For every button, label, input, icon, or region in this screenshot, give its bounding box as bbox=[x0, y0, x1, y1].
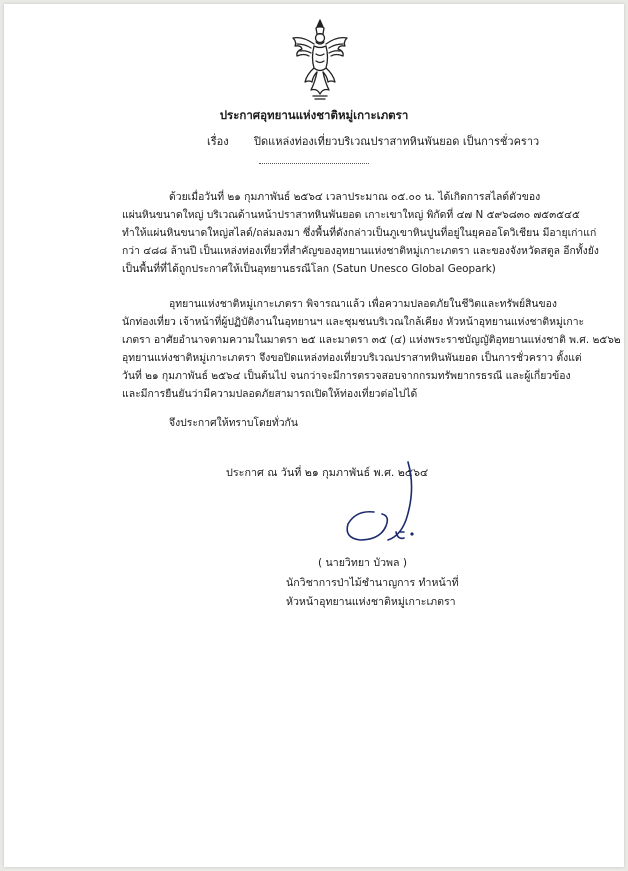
paragraph2-line: เภตรา อาศัยอำนาจตามความในมาตรา ๒๕ และมาตรา ๓๕ (๔) แห่งพระราชบัญญัติอุทยานแห่งชาติ พ.ศ. ๒๕๖๒ bbox=[122, 334, 621, 346]
paragraph1-line: เป็นพื้นที่ที่ได้ถูกประกาศให้เป็นอุทยานธรณีโลก (Satun Unesco Global Geopark) bbox=[122, 263, 496, 275]
handwritten-signature bbox=[334, 460, 444, 550]
paragraph1-line: กว่า ๔๘๘ ล้านปี เป็นแหล่งท่องเที่ยวที่สำคัญของอุทยานแห่งชาติหมู่เกาะเภตรา และของจังหวัดสตูล อีกทั้งยัง bbox=[122, 245, 599, 257]
paragraph1-line: ด้วยเมื่อวันที่ ๒๑ กุมภาพันธ์ ๒๕๖๔ เวลาประมาณ ๐๕.๐๐ น. ได้เกิดการสไลด์ตัวของ bbox=[169, 191, 541, 203]
paragraph2-line: อุทยานแห่งชาติหมู่เกาะเภตรา พิจารณาแล้ว เพื่อความปลอดภัยในชีวิตและทรัพย์สินของ bbox=[169, 298, 557, 310]
garuda-emblem-icon bbox=[287, 18, 353, 100]
paragraph1-line: ทำให้แผ่นหินขนาดใหญ่สไลด์/ถล่มลงมา ซึ่งพื้นที่ดังกล่าวเป็นภูเขาหินปูนที่อยู่ในยุคออโดวิเชียน มีอายุเก่าแก่ bbox=[122, 227, 597, 239]
announcement-date: ประกาศ ณ วันที่ ๒๑ กุมภาพันธ์ พ.ศ. ๒๕๖๔ bbox=[226, 466, 429, 479]
closing-line: จึงประกาศให้ทราบโดยทั่วกัน bbox=[169, 417, 298, 429]
signer-name: ( นายวิทยา บัวพล ) bbox=[318, 557, 408, 569]
subject-label: เรื่อง bbox=[207, 135, 229, 148]
signer-title-line2: หัวหน้าอุทยานแห่งชาติหมู่เกาะเภตรา bbox=[286, 596, 456, 608]
paragraph1-line: แผ่นหินขนาดใหญ่ บริเวณด้านหน้าปราสาทหินพันยอด เกาะเขาใหญ่ พิกัดที่ ๔๗ N ๕๙๖๘๓๐ ๗๕๓๕๔๕ bbox=[122, 209, 580, 221]
paragraph2-line: นักท่องเที่ยว เจ้าหน้าที่ผู้ปฏิบัติงานในอุทยานฯ และชุมชนบริเวณใกล้เคียง หัวหน้าอุทยานแห่งชาติหมู่เกาะ bbox=[122, 316, 585, 328]
subject-text: ปิดแหล่งท่องเที่ยวบริเวณปราสาทหินพันยอด เป็นการชั่วคราว bbox=[254, 135, 540, 148]
document-title: ประกาศอุทยานแห่งชาติหมู่เกาะเภตรา bbox=[219, 108, 409, 122]
paragraph2-line: อุทยานแห่งชาติหมู่เกาะเภตรา จึงขอปิดแหล่งท่องเที่ยวบริเวณปราสาทหินพันยอด เป็นการชั่วคราว ตั้งแต่ bbox=[122, 352, 582, 364]
announcement-page bbox=[4, 4, 624, 867]
paragraph2-line: และมีการยืนยันว่ามีความปลอดภัยสามารถเปิดให้ท่องเที่ยวต่อไปได้ bbox=[122, 388, 418, 400]
signer-title-line1: นักวิชาการป่าไม้ชำนาญการ ทำหน้าที่ bbox=[286, 577, 459, 589]
paragraph2-line: วันที่ ๒๑ กุมภาพันธ์ ๒๕๖๔ เป็นต้นไป จนกว่าจะมีการตรวจสอบจากกรมทรัพยากรธรณี และผู้เกี่ยวข้อง bbox=[122, 370, 571, 382]
title-divider bbox=[259, 163, 369, 164]
